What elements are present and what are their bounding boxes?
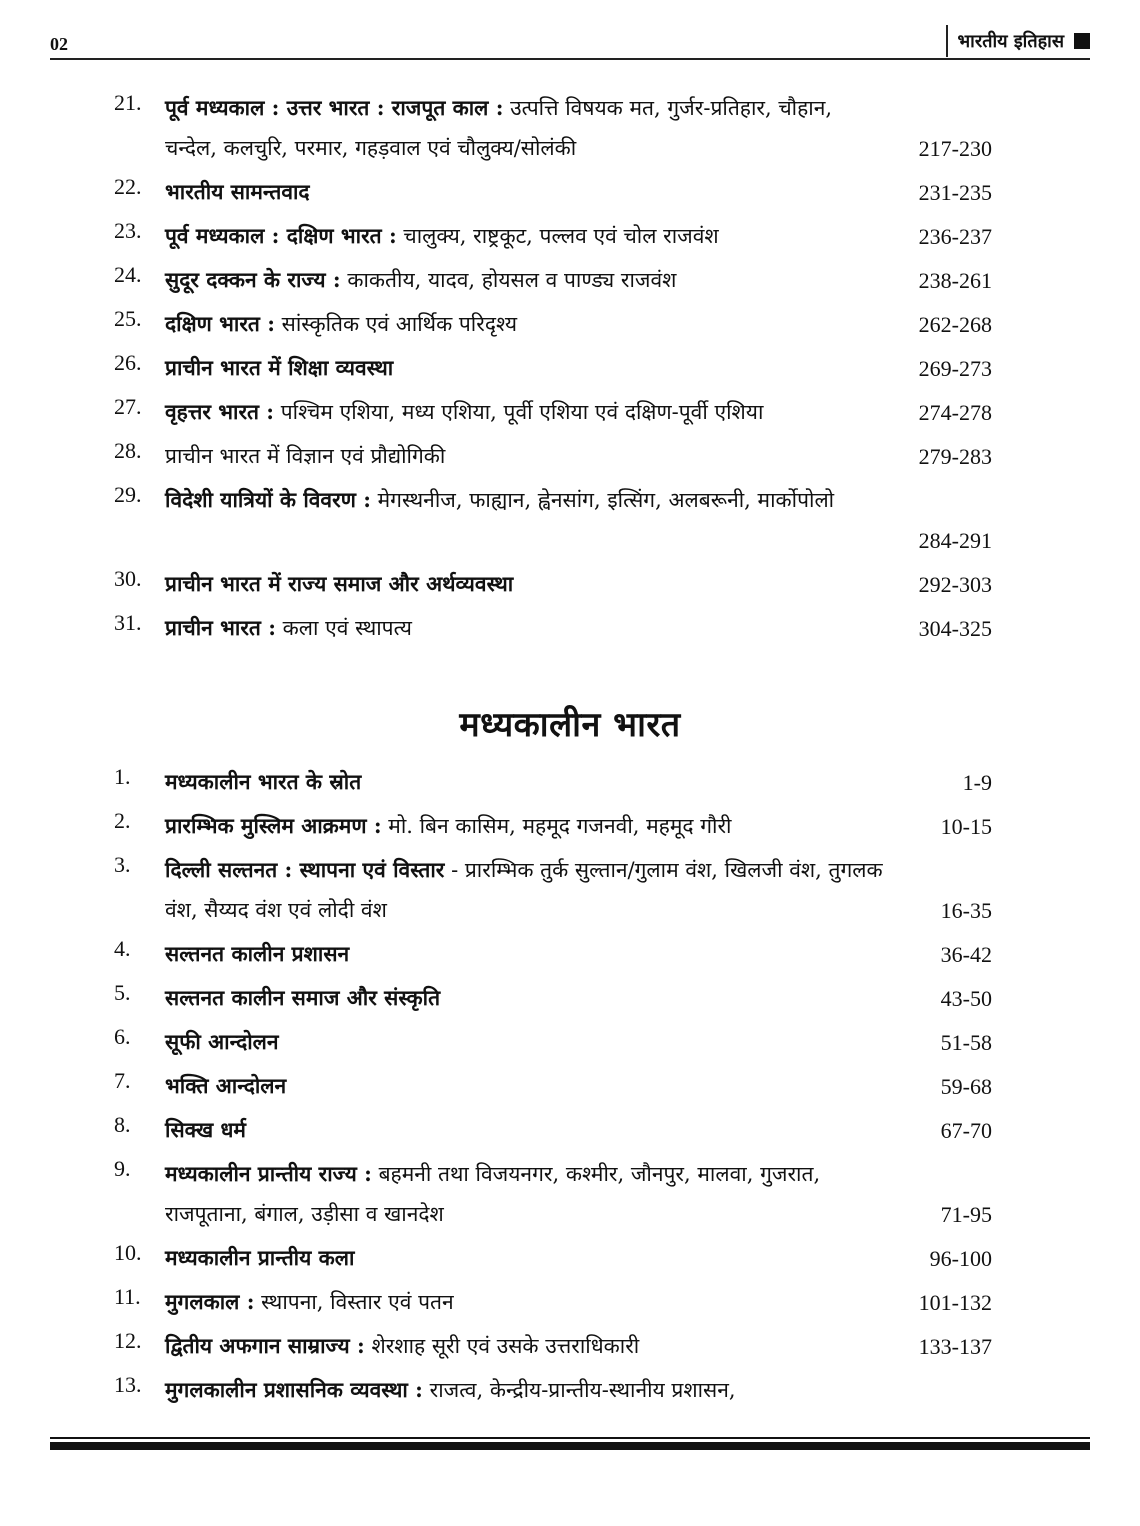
toc-entry-number: 28. <box>114 438 142 463</box>
toc-entry-number: 6. <box>114 1024 131 1049</box>
toc-entry <box>0 386 1140 430</box>
toc-entry-heading: प्राचीन भारत में शिक्षा व्यवस्था <box>165 355 394 380</box>
toc-entry-text <box>165 216 885 256</box>
toc-entry-pages: 284-291 <box>918 528 992 553</box>
toc-entry-detail: पश्चिम एशिया, मध्य एशिया, पूर्वी एशिया एवं दक्षिण-पूर्वी एशिया <box>274 400 764 424</box>
toc-entry-heading: मध्यकालीन प्रान्तीय कला <box>165 1245 355 1270</box>
toc-entry-number: 2. <box>114 808 131 833</box>
toc-entry-text <box>165 172 885 212</box>
toc-entry <box>0 756 1140 800</box>
toc-entry-detail: बहमनी तथा विजयनगर, कश्मीर, जौनपुर, मालवा, गुजरात, राजपूताना, बंगाल, उड़ीसा व खानदेश <box>165 1162 821 1226</box>
toc-entry-text <box>165 1066 885 1106</box>
toc-entry-number: 24. <box>114 262 142 287</box>
toc-entry-heading: मध्यकालीन भारत के स्रोत <box>165 769 362 794</box>
toc-entry <box>0 1016 1140 1060</box>
toc-entry-pages: 217-230 <box>918 136 992 161</box>
toc-entry-number: 11. <box>114 1284 141 1309</box>
footer-rule-thin <box>50 1437 1090 1439</box>
toc-entry <box>0 800 1140 844</box>
footer-rule-thick <box>50 1442 1090 1450</box>
book-title: भारतीय इतिहास <box>957 31 1064 52</box>
toc-entry <box>0 1148 1140 1232</box>
toc-entry <box>0 972 1140 1016</box>
toc-entry-heading: सिक्ख धर्म <box>165 1117 246 1142</box>
running-header <box>946 26 1090 56</box>
toc-entry-number: 23. <box>114 218 142 243</box>
toc-entry <box>0 558 1140 602</box>
toc-entry <box>0 430 1140 474</box>
toc-entry-detail: सांस्कृतिक एवं आर्थिक परिदृश्य <box>274 312 518 336</box>
toc-entry-heading: मुगलकालीन प्रशासनिक व्यवस्था : <box>165 1377 423 1402</box>
toc-entry-pages: 238-261 <box>918 268 992 293</box>
toc-entry-number: 21. <box>114 90 142 115</box>
toc-entry-text <box>165 436 885 476</box>
toc-entry-text <box>165 1282 885 1322</box>
toc-entry-heading: प्राचीन भारत में राज्य समाज और अर्थव्यवस्था <box>165 571 514 596</box>
toc-entry-pages: 101-132 <box>918 1290 992 1315</box>
toc-entry-text <box>165 762 885 802</box>
toc-entry <box>0 166 1140 210</box>
toc-entry-number: 10. <box>114 1240 142 1265</box>
toc-entry-heading: सल्तनत कालीन समाज और संस्कृति <box>165 985 441 1010</box>
toc-entry-number: 30. <box>114 566 142 591</box>
toc-entry-heading: मध्यकालीन प्रान्तीय राज्य : <box>165 1161 372 1186</box>
toc-entry-pages: 43-50 <box>940 986 992 1011</box>
toc-entry-text <box>165 260 885 300</box>
toc-entry-text <box>165 304 885 344</box>
toc-entry-detail: कला एवं स्थापत्य <box>275 616 412 640</box>
toc-entry-detail: मो. बिन कासिम, महमूद गजनवी, महमूद गौरी <box>381 814 732 838</box>
toc-entry-pages: 71-95 <box>940 1202 992 1227</box>
toc-entry <box>0 210 1140 254</box>
toc-entry <box>0 1104 1140 1148</box>
toc-entry-text <box>165 1326 885 1366</box>
toc-entry-number: 26. <box>114 350 142 375</box>
toc-entry-text <box>165 1110 885 1150</box>
toc-entry-pages: 36-42 <box>940 942 992 967</box>
toc-entry <box>0 1276 1140 1320</box>
toc-entry <box>0 928 1140 972</box>
toc-entry-heading: पूर्व मध्यकाल : दक्षिण भारत : <box>165 223 397 248</box>
toc-entry-detail: उत्पत्ति विषयक मत, गुर्जर-प्रतिहार, चौहान, चन्देल, कलचुरि, परमार, गहड़वाल एवं चौलुक्य/सोलंकी <box>165 96 833 160</box>
toc-entry <box>0 474 1140 558</box>
toc-entry-pages: 59-68 <box>940 1074 992 1099</box>
toc-entry-pages: 67-70 <box>940 1118 992 1143</box>
toc-entry-heading: पूर्व मध्यकाल : उत्तर भारत : राजपूत काल : <box>165 95 504 120</box>
toc-entry <box>0 298 1140 342</box>
toc-entry-pages: 10-15 <box>940 814 992 839</box>
toc-entry-number: 1. <box>114 764 131 789</box>
toc-ancient-section <box>0 82 1140 646</box>
toc-entry-number: 12. <box>114 1328 142 1353</box>
toc-entry-number: 22. <box>114 174 142 199</box>
toc-entry <box>0 254 1140 298</box>
toc-entry-number: 3. <box>114 852 131 877</box>
toc-entry-heading: भक्ति आन्दोलन <box>165 1073 287 1098</box>
toc-entry-number: 31. <box>114 610 142 635</box>
toc-entry-heading: वृहत्तर भारत : <box>165 399 275 424</box>
toc-entry-number: 13. <box>114 1372 142 1397</box>
toc-entry-detail: मेगस्थनीज, फाह्यान, ह्वेनसांग, इत्सिंग, अलबरूनी, मार्कोपोलो <box>370 488 835 512</box>
section-title: मध्यकालीन भारत <box>459 705 681 745</box>
toc-entry-text <box>165 1238 885 1278</box>
toc-entry-heading: सल्तनत कालीन प्रशासन <box>165 941 350 966</box>
toc-entry <box>0 1320 1140 1364</box>
toc-entry-text <box>165 564 885 604</box>
toc-entry-detail: शेरशाह सूरी एवं उसके उत्तराधिकारी <box>364 1334 640 1358</box>
toc-entry-text <box>165 480 885 520</box>
page-number: 02 <box>50 34 68 54</box>
toc-entry-number: 5. <box>114 980 131 1005</box>
toc-entry-pages: 279-283 <box>918 444 992 469</box>
toc-entry-text <box>165 1370 885 1410</box>
toc-entry-text <box>165 1154 885 1234</box>
toc-entry-pages: 236-237 <box>918 224 992 249</box>
toc-entry-text <box>165 806 885 846</box>
toc-entry-text <box>165 392 885 432</box>
toc-entry-pages: 231-235 <box>918 180 992 205</box>
toc-entry-number: 27. <box>114 394 142 419</box>
toc-entry <box>0 342 1140 386</box>
toc-entry-detail: काकतीय, यादव, होयसल व पाण्ड्य राजवंश <box>340 268 677 292</box>
toc-entry-pages: 133-137 <box>918 1334 992 1359</box>
toc-entry-heading: प्रारम्भिक मुस्लिम आक्रमण : <box>165 813 382 838</box>
toc-entry-heading: दक्षिण भारत : <box>165 311 275 336</box>
toc-entry-pages: 1-9 <box>962 770 992 795</box>
toc-entry <box>0 82 1140 166</box>
toc-entry-heading: दिल्ली सल्तनत : स्थापना एवं विस्तार <box>165 857 445 882</box>
toc-entry-heading: विदेशी यात्रियों के विवरण : <box>165 487 371 512</box>
toc-entry-detail: - प्रारम्भिक तुर्क सुल्तान/गुलाम वंश, खिलजी वंश, तुगलक वंश, सैय्यद वंश एवं लोदी वंश <box>165 858 883 922</box>
toc-entry-pages: 262-268 <box>918 312 992 337</box>
toc-entry <box>0 844 1140 928</box>
toc-entry-text <box>165 348 885 388</box>
toc-entry-pages: 51-58 <box>940 1030 992 1055</box>
toc-entry-text <box>165 850 885 930</box>
toc-entry-number: 29. <box>114 482 142 507</box>
toc-entry-pages: 274-278 <box>918 400 992 425</box>
toc-entry-heading: भारतीय सामन्तवाद <box>165 179 310 204</box>
toc-entry-detail: स्थापना, विस्तार एवं पतन <box>254 1290 454 1314</box>
toc-entry-heading: मुगलकाल : <box>165 1289 255 1314</box>
toc-entry-detail: प्राचीन भारत में विज्ञान एवं प्रौद्योगिकी <box>165 444 446 468</box>
toc-entry-heading: प्राचीन भारत : <box>165 615 276 640</box>
toc-entry-pages: 96-100 <box>929 1246 992 1271</box>
toc-entry-number: 7. <box>114 1068 131 1093</box>
toc-entry <box>0 1232 1140 1276</box>
toc-entry-number: 25. <box>114 306 142 331</box>
toc-entry-detail: राजत्व, केन्द्रीय-प्रान्तीय-स्थानीय प्रशासन, <box>422 1378 736 1402</box>
toc-entry-number: 9. <box>114 1156 131 1181</box>
toc-entry <box>0 1060 1140 1104</box>
toc-entry-pages: 304-325 <box>918 616 992 641</box>
toc-entry-text <box>165 934 885 974</box>
toc-entry-text <box>165 978 885 1018</box>
toc-entry-text <box>165 608 885 648</box>
toc-entry-pages: 292-303 <box>918 572 992 597</box>
toc-entry-detail: चालुक्य, राष्ट्रकूट, पल्लव एवं चोल राजवंश <box>396 224 719 248</box>
toc-entry <box>0 602 1140 646</box>
toc-entry-text <box>165 1022 885 1062</box>
toc-entry-heading: सूफी आन्दोलन <box>165 1029 279 1054</box>
toc-entry <box>0 1364 1140 1408</box>
toc-medieval-section <box>0 756 1140 1408</box>
toc-entry-text <box>165 88 885 168</box>
toc-entry-heading: द्वितीय अफगान साम्राज्य : <box>165 1333 365 1358</box>
toc-entry-pages: 16-35 <box>940 898 992 923</box>
toc-entry-number: 8. <box>114 1112 131 1137</box>
header-rule <box>50 58 1090 60</box>
toc-entry-number: 4. <box>114 936 131 961</box>
toc-entry-pages: 269-273 <box>918 356 992 381</box>
square-bullet-icon <box>1074 33 1090 49</box>
header-divider <box>946 25 948 57</box>
toc-entry-heading: सुदूर दक्कन के राज्य : <box>165 267 341 292</box>
